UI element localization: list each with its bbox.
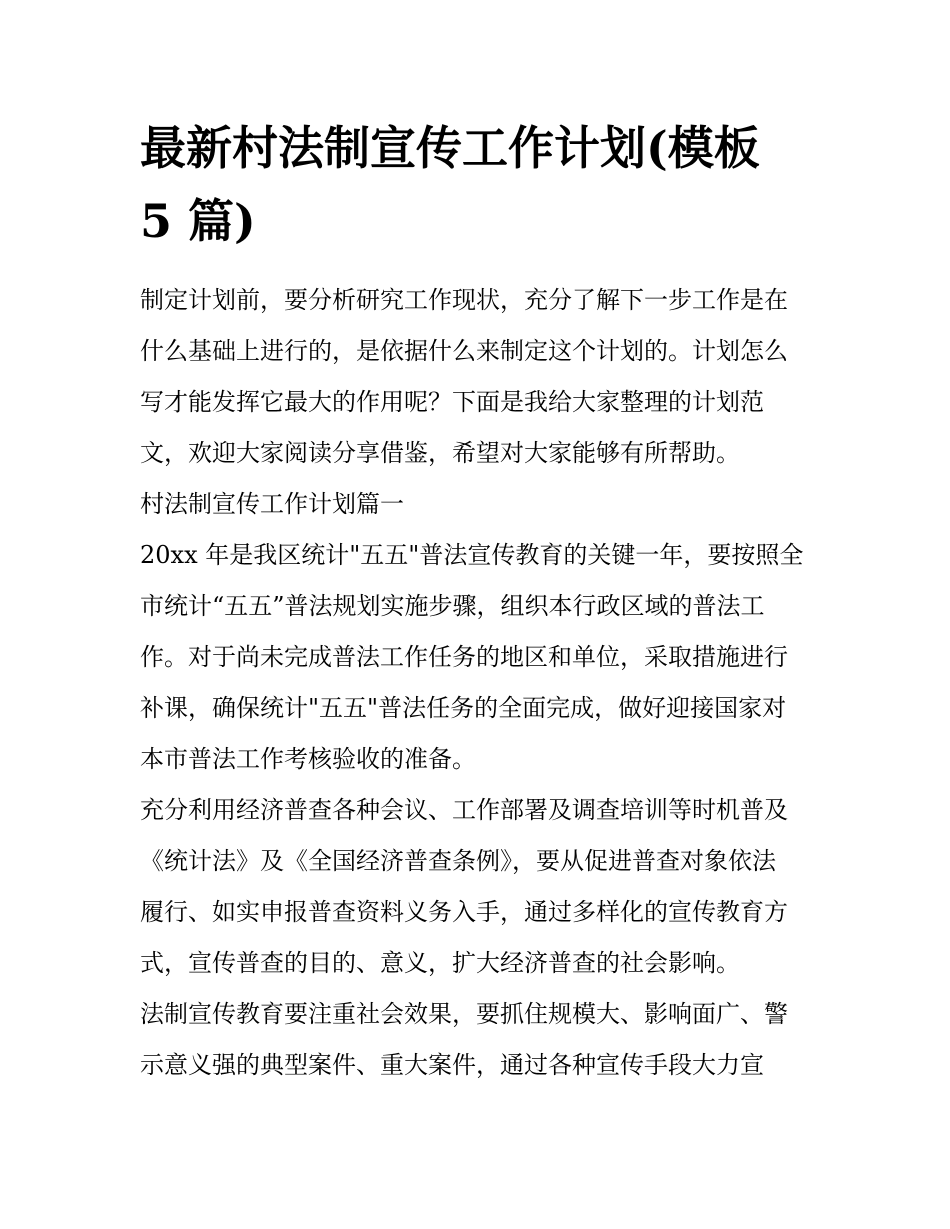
paragraph-line: 文，欢迎大家阅读分享借鉴，希望对大家能够有所帮助。 bbox=[140, 439, 740, 467]
paragraph-line: 本市普法工作考核验收的准备。 bbox=[140, 745, 476, 773]
paragraph-line: 示意义强的典型案件、重大案件，通过各种宣传手段大力宣 bbox=[140, 1051, 764, 1079]
section-heading-text: 村法制宣传工作计划篇一 bbox=[140, 490, 404, 518]
paragraph-line: 法制宣传教育要注重社会效果，要抓住规模大、影响面广、警 bbox=[140, 1000, 788, 1028]
paragraph-line: 20xx 年是我区统计"五五"普法宣传教育的关键一年，要按照全 bbox=[140, 541, 804, 569]
title-line-1: 最新村法制宣传工作计划(模板 bbox=[140, 121, 760, 175]
paragraph-line: 市统计“五五”普法规划实施步骤，组织本行政区域的普法工 bbox=[140, 592, 765, 620]
paragraph-2 bbox=[140, 785, 812, 989]
paragraph-line: 式，宣传普查的目的、意义，扩大经济普查的社会影响。 bbox=[140, 949, 740, 977]
paragraph-line: 履行、如实申报普查资料义务入手，通过多样化的宣传教育方 bbox=[140, 898, 788, 926]
paragraph-line: 充分利用经济普查各种会议、工作部署及调查培训等时机普及 bbox=[140, 796, 788, 824]
paragraph-line: 作。对于尚未完成普法工作任务的地区和单位，采取措施进行 bbox=[140, 643, 788, 671]
paragraph-line: 写才能发挥它最大的作用呢？下面是我给大家整理的计划范 bbox=[140, 388, 764, 416]
title-line-2: 5 篇) bbox=[140, 194, 256, 248]
paragraph-intro bbox=[140, 275, 812, 479]
section-heading bbox=[140, 479, 812, 530]
paragraph-line: 《统计法》及《全国经济普查条例》，要从促进普查对象依法 bbox=[140, 847, 776, 875]
paragraph-line: 补课，确保统计"五五"普法任务的全面完成，做好迎接国家对 bbox=[140, 694, 787, 722]
paragraph-3 bbox=[140, 989, 812, 1091]
paragraph-1 bbox=[140, 530, 812, 785]
paragraph-line: 制定计划前，要分析研究工作现状，充分了解下一步工作是在 bbox=[140, 286, 788, 314]
document-title bbox=[140, 112, 812, 258]
document-content bbox=[140, 112, 812, 1091]
paragraph-line: 什么基础上进行的，是依据什么来制定这个计划的。计划怎么 bbox=[140, 337, 788, 365]
